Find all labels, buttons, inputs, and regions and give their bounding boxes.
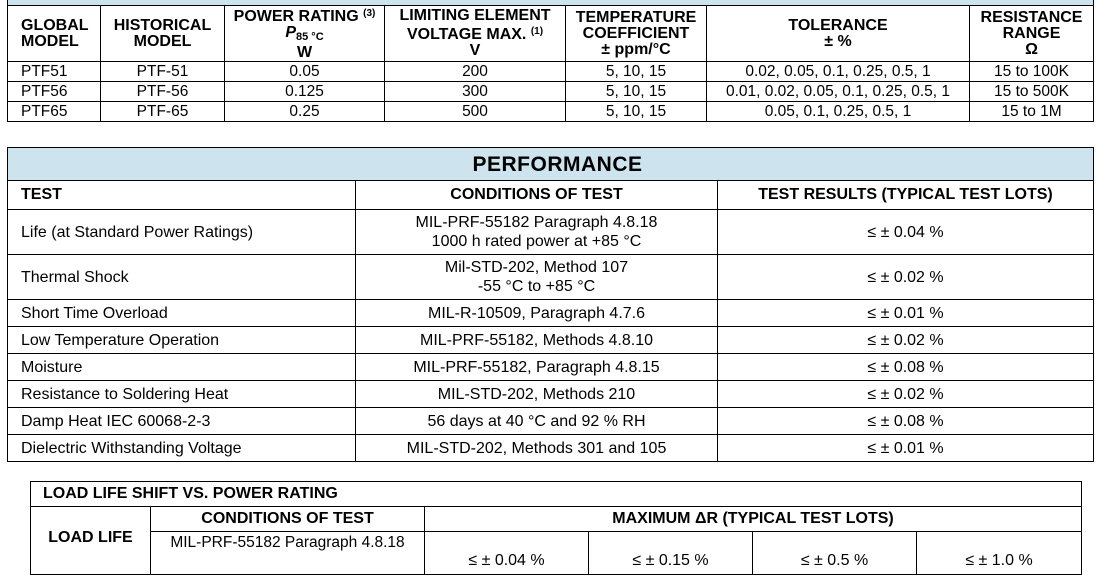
max-delta-r-value: ≤ ± 0.15 % bbox=[589, 532, 753, 575]
power-rating: 0.125 bbox=[225, 82, 385, 102]
load-life-condition: MIL-PRF-55182 Paragraph 4.8.18 bbox=[151, 532, 425, 575]
test-result: ≤ ± 0.02 % bbox=[718, 381, 1094, 408]
performance-row bbox=[8, 327, 1094, 354]
header-conditions: CONDITIONS OF TEST bbox=[356, 181, 718, 210]
test-conditions: MIL-STD-202, Methods 301 and 105 bbox=[356, 435, 718, 462]
load-life-title-row bbox=[31, 482, 1082, 507]
resistance-range: 15 to 500K bbox=[970, 82, 1094, 102]
max-delta-r-value: ≤ ± 0.04 % bbox=[425, 532, 589, 575]
limiting-voltage: 300 bbox=[385, 82, 566, 102]
header-power-rating: POWER RATING $^{(3)}$ $P_{85 ^\circ C}$ W bbox=[225, 6, 385, 62]
resistance-range: 15 to 100K bbox=[970, 62, 1094, 82]
test-result: ≤ ± 0.01 % bbox=[718, 300, 1094, 327]
tolerance: 0.05, 0.1, 0.25, 0.5, 1 bbox=[707, 102, 970, 122]
test-name: Thermal Shock bbox=[8, 255, 356, 300]
test-name: Low Temperature Operation bbox=[8, 327, 356, 354]
resistance-range: 15 to 1M bbox=[970, 102, 1094, 122]
test-result: ≤ ± 0.01 % bbox=[718, 435, 1094, 462]
temp-coeff: 5, 10, 15 bbox=[566, 62, 707, 82]
spec-row bbox=[8, 82, 1094, 102]
spec-row bbox=[8, 102, 1094, 122]
header-resistance-range: RESISTANCE RANGE Ω bbox=[970, 6, 1094, 62]
test-name: Moisture bbox=[8, 354, 356, 381]
test-conditions: Mil-STD-202, Method 107 -55 °C to +85 °C bbox=[356, 255, 718, 300]
spec-header-row bbox=[8, 6, 1094, 62]
test-conditions: 56 days at 40 °C and 92 % RH bbox=[356, 408, 718, 435]
test-result: ≤ ± 0.08 % bbox=[718, 408, 1094, 435]
spec-table bbox=[7, 0, 1094, 122]
power-rating: 0.05 bbox=[225, 62, 385, 82]
test-conditions: MIL-PRF-55182, Methods 4.8.10 bbox=[356, 327, 718, 354]
performance-row bbox=[8, 381, 1094, 408]
max-delta-r-value: ≤ ± 0.5 % bbox=[753, 532, 917, 575]
header-limiting-voltage: LIMITING ELEMENT VOLTAGE MAX. $^{(1)}$ V bbox=[385, 6, 566, 62]
header-max-delta-r: MAXIMUM ΔR (TYPICAL TEST LOTS) bbox=[425, 507, 1082, 532]
limiting-voltage: 200 bbox=[385, 62, 566, 82]
performance-table bbox=[7, 147, 1094, 462]
header-results: TEST RESULTS (TYPICAL TEST LOTS) bbox=[718, 181, 1094, 210]
performance-title-row bbox=[8, 148, 1094, 181]
tolerance: 0.01, 0.02, 0.05, 0.1, 0.25, 0.5, 1 bbox=[707, 82, 970, 102]
historical-model: PTF-51 bbox=[101, 62, 225, 82]
load-life-row bbox=[31, 532, 1082, 575]
test-result: ≤ ± 0.02 % bbox=[718, 327, 1094, 354]
test-conditions: MIL-PRF-55182, Paragraph 4.8.15 bbox=[356, 354, 718, 381]
test-name: Resistance to Soldering Heat bbox=[8, 381, 356, 408]
global-model: PTF56 bbox=[8, 82, 101, 102]
test-conditions: MIL-STD-202, Methods 210 bbox=[356, 381, 718, 408]
temp-coeff: 5, 10, 15 bbox=[566, 82, 707, 102]
test-conditions: MIL-R-10509, Paragraph 4.7.6 bbox=[356, 300, 718, 327]
header-load-conditions: CONDITIONS OF TEST bbox=[151, 507, 425, 532]
historical-model: PTF-56 bbox=[101, 82, 225, 102]
test-conditions: MIL-PRF-55182 Paragraph 4.8.18 1000 h rated power at +85 °C bbox=[356, 210, 718, 255]
header-tolerance: TOLERANCE ± % bbox=[707, 6, 970, 62]
test-result: ≤ ± 0.04 % bbox=[718, 210, 1094, 255]
global-model: PTF51 bbox=[8, 62, 101, 82]
header-global-model: GLOBAL MODEL bbox=[8, 6, 101, 62]
performance-row bbox=[8, 435, 1094, 462]
temp-coeff: 5, 10, 15 bbox=[566, 102, 707, 122]
performance-row bbox=[8, 354, 1094, 381]
power-rating: 0.25 bbox=[225, 102, 385, 122]
performance-row bbox=[8, 408, 1094, 435]
performance-row bbox=[8, 210, 1094, 255]
performance-row bbox=[8, 255, 1094, 300]
test-result: ≤ ± 0.02 % bbox=[718, 255, 1094, 300]
load-life-header-row bbox=[31, 507, 1082, 532]
performance-row bbox=[8, 300, 1094, 327]
test-name: Damp Heat IEC 60068-2-3 bbox=[8, 408, 356, 435]
global-model: PTF65 bbox=[8, 102, 101, 122]
header-historical-model: HISTORICAL MODEL bbox=[101, 6, 225, 62]
tolerance: 0.02, 0.05, 0.1, 0.25, 0.5, 1 bbox=[707, 62, 970, 82]
test-result: ≤ ± 0.08 % bbox=[718, 354, 1094, 381]
load-life-table bbox=[30, 481, 1082, 575]
header-test: TEST bbox=[8, 181, 356, 210]
performance-header-row bbox=[8, 181, 1094, 210]
load-life-title: LOAD LIFE SHIFT VS. POWER RATING bbox=[31, 482, 1082, 507]
max-delta-r-value: ≤ ± 1.0 % bbox=[917, 532, 1082, 575]
limiting-voltage: 500 bbox=[385, 102, 566, 122]
load-life-row-label: LOAD LIFE bbox=[31, 507, 151, 575]
performance-title: PERFORMANCE bbox=[8, 148, 1094, 181]
test-name: Dielectric Withstanding Voltage bbox=[8, 435, 356, 462]
header-temp-coeff: TEMPERATURE COEFFICIENT ± ppm/°C bbox=[566, 6, 707, 62]
historical-model: PTF-65 bbox=[101, 102, 225, 122]
spec-row bbox=[8, 62, 1094, 82]
test-name: Short Time Overload bbox=[8, 300, 356, 327]
test-name: Life (at Standard Power Ratings) bbox=[8, 210, 356, 255]
